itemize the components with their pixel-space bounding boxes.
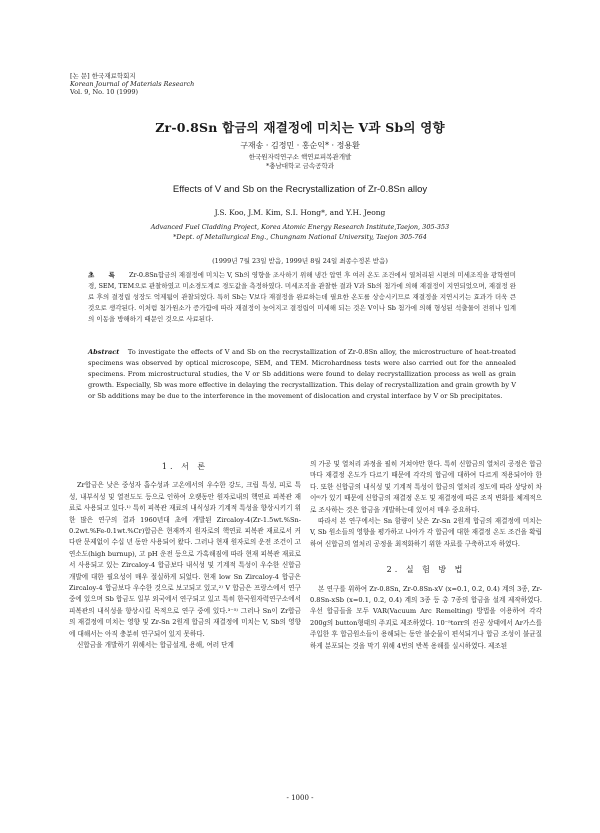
- left-column: [69, 455, 301, 652]
- abstract-en-label: Abstract: [88, 348, 120, 356]
- right-column: [310, 459, 542, 652]
- body-paragraph: Zr합금은 낮은 중성자 흡수성과 고온에서의 우수한 강도, 크립 특성, 피로 특성, 내부식성 및 열전도도 등으로 인하여 오랫동안 원자로내의 핵연료 피복관 재료로 사용되고 있다.¹⁾ 특히 피복관 재료의 내식성과 기계적 특성을 향상시키기 위한 많은 연구의 결과 1960년대 초에 개발된 Zircaloy-4(Zr-1.5wt.%Sn-0.2wt.%Fe-0.1wt.%Cr)합금은 현재까지 원자로의 핵연료 피복관 재료로서 커다란 문제없이 수십 년 동안 사용되어 왔다. 그러나 현재 원자로의 운전 조건이 고연소도(high burnup), 고 pH 운전 등으로 가혹해짐에 따라 현재 피복관 재료로서 사용되고 있는 Zircaloy-4 합금보다 내식성 및 기계적 특성이 우수한 신합금 개발에 대한 필요성이 매우 절실하게 되었다. 현재 low Sn Zircaloy-4 합금은 Zircaloy-4 합금보다 우수한 것으로 보고되고 있고,²⁾ V 합금은 프랑스에서 연구 중에 있으며 Sb 합금도 일부 외국에서 연구되고 있고 특히 한국원자력연구소에서 피복관의 내식성을 향상시킬 목적으로 연구 중에 있다.³⁻⁵⁾ 그러나 Sn이 Zr합금의 재결정에 미치는 영향 및 Zr-Sn 2원계 합금의 재결정에 미치는 V, Sb의 영향에 대해서는 아직 충분히 연구되어 있지 못하다.: [69, 481, 301, 638]
- authors-en: J.S. Koo, J.M. Kim, S.I. Hong*, and Y.H. Jeong: [214, 208, 386, 217]
- affiliation-en-1: Advanced Fuel Cladding Project, Korea Atomic Energy Research Institute,Taejon, 305-353: [150, 223, 450, 231]
- page-number: - 1000 -: [286, 794, 314, 802]
- affiliations-ko: [0, 153, 600, 171]
- affiliation-ko-2: *충남대학교 금속공학과: [265, 162, 335, 170]
- affiliation-ko-1: 한국원자력연구소 핵연료피복관개발: [248, 153, 352, 161]
- affiliation-en-2: *Dept. of Metallurgical Eng., Chungnam National University, Taejon 305-764: [173, 233, 427, 241]
- body-paragraph: 신합금을 개발하기 위해서는 합금설계, 용해, 여러 단계: [77, 641, 234, 650]
- abstract-en: [88, 347, 516, 402]
- journal-name-en: Korean Journal of Materials Research: [70, 80, 195, 88]
- abstract-en-text: To investigate the effects of V and Sb on the recrystallization of Zr-0.8Sn alloy, the microstructure of heat-treated specimens was observed by optical microscope, SEM, and TEM. Microhardness tests were also carried out for the annealed specimens. From microstructural studies, the V or Sb additions were found to delay recrystallization process as well as grain growth. Especially, Sb was more effective in delaying the recrystallization. This delay of recrystallization and grain growth by V or Sb additions may be due to the interference in the movement of dislocation and crystal interface by V or Sb precipitates.: [88, 348, 516, 400]
- section-heading-introduction: 1. 서 론: [161, 462, 209, 471]
- journal-header: [70, 72, 194, 96]
- body-paragraph: 의 가공 및 열처리 과정을 필히 거쳐야만 한다. 특히 신합금의 열처리 공정은 합금마다 재결정 온도가 다르기 때문에 각각의 합금에 대하여 다르게 적용되어야 한다. 또한 신합금의 내식성 및 기계적 특성이 합금의 열처리 정도에 따라 상당히 차이⁶⁾가 있기 때문에 신합금의 재결정 온도 및 재결정에 따른 조직 변화를 체계적으로 조사하는 것은 합금을 개발하는데 있어서 매우 중요하다.: [310, 460, 542, 514]
- abstract-ko-text: Zr-0.8Sn합금의 재결정에 미치는 V, Sb의 영향을 조사하기 위해 냉간 압연 후 여러 온도 조건에서 열처리된 시편의 미세조직을 광학현미경, SEM, TEM으로 관찰하였고 미소경도계로 경도값을 측정하였다. 미세조직을 관찰한 결과 V과 Sb의 첨가에 의해 재결정이 지연되었으며, 재결정 완료 후의 결정립 성장도 억제됨이 관찰되었다. 특히 Sb는 V보다 재결정을 완료하는데 필요한 온도를 상승시키므로 재결정을 지연시키는 효과가 더욱 큰 것으로 생각된다. 이처럼 첨가원소가 증가함에 따라 재결정이 늦어지고 결정립이 미세해 되는 것은 V이나 Sb 첨가에 의해 형성된 석출물이 전위나 입계의 이동을 방해하기 때문인 것으로 사료된다.: [88, 271, 516, 323]
- body-paragraph: 따라서 본 연구에서는 Sn 함량이 낮은 Zr-Sn 2원계 합금의 재결정에 미치는 V, Sb 원소들의 영향을 평가하고 나아가 각 합금에 대한 재결정 온도 조건을 확립하여 신합금의 열처리 공정을 최적화하기 위한 자료를 구축하고자 하였다.: [310, 517, 542, 548]
- paper-title-en: Effects of V and Sb on the Recrystallization of Zr-0.8Sn alloy: [172, 184, 428, 195]
- received-date: (1999년 7월 23일 받음, 1999년 8월 24일 최종수정본 받음): [212, 257, 388, 265]
- authors-ko: 구재송 · 김정민 · 홍순익* · 정용환: [240, 141, 360, 150]
- section-heading-methods: 2. 실 험 방 법: [386, 565, 466, 575]
- abstract-ko-label: 초 록: [88, 271, 121, 279]
- journal-name-ko: [논 문] 한국재료학회지: [70, 72, 136, 80]
- paper-title-ko: Zr-0.8Sn 합금의 재결정에 미치는 V과 Sb의 영향: [155, 120, 445, 135]
- abstract-ko: [88, 270, 516, 325]
- body-paragraph: 본 연구를 위하여 Zr-0.8Sn, Zr-0.8Sn-xV (x=0.1, 0.2, 0.4) 계의 3종, Zr-0.8Sn-xSb (x=0.1, 0.2, 0.4) 계의 3종 등 총 7종의 합금을 설계 제작하였다. 우선 합금들을 모두 VAR(Vacuum Arc Remelting) 방법을 이용하여 각각 200g의 button형태의 주괴로 제조하였다. 10⁻⁵torr의 진공 상태에서 Ar가스를 주입한 후 합금원소들이 용해되는 동안 불순물이 편석되거나 합금 조성이 불균질하게 분포되는 것을 막기 위해 4번의 반복 용해를 실시하였다. 제조된: [310, 584, 542, 650]
- journal-volume: Vol. 9, No. 10 (1999): [70, 88, 139, 96]
- affiliations-en: [0, 222, 600, 242]
